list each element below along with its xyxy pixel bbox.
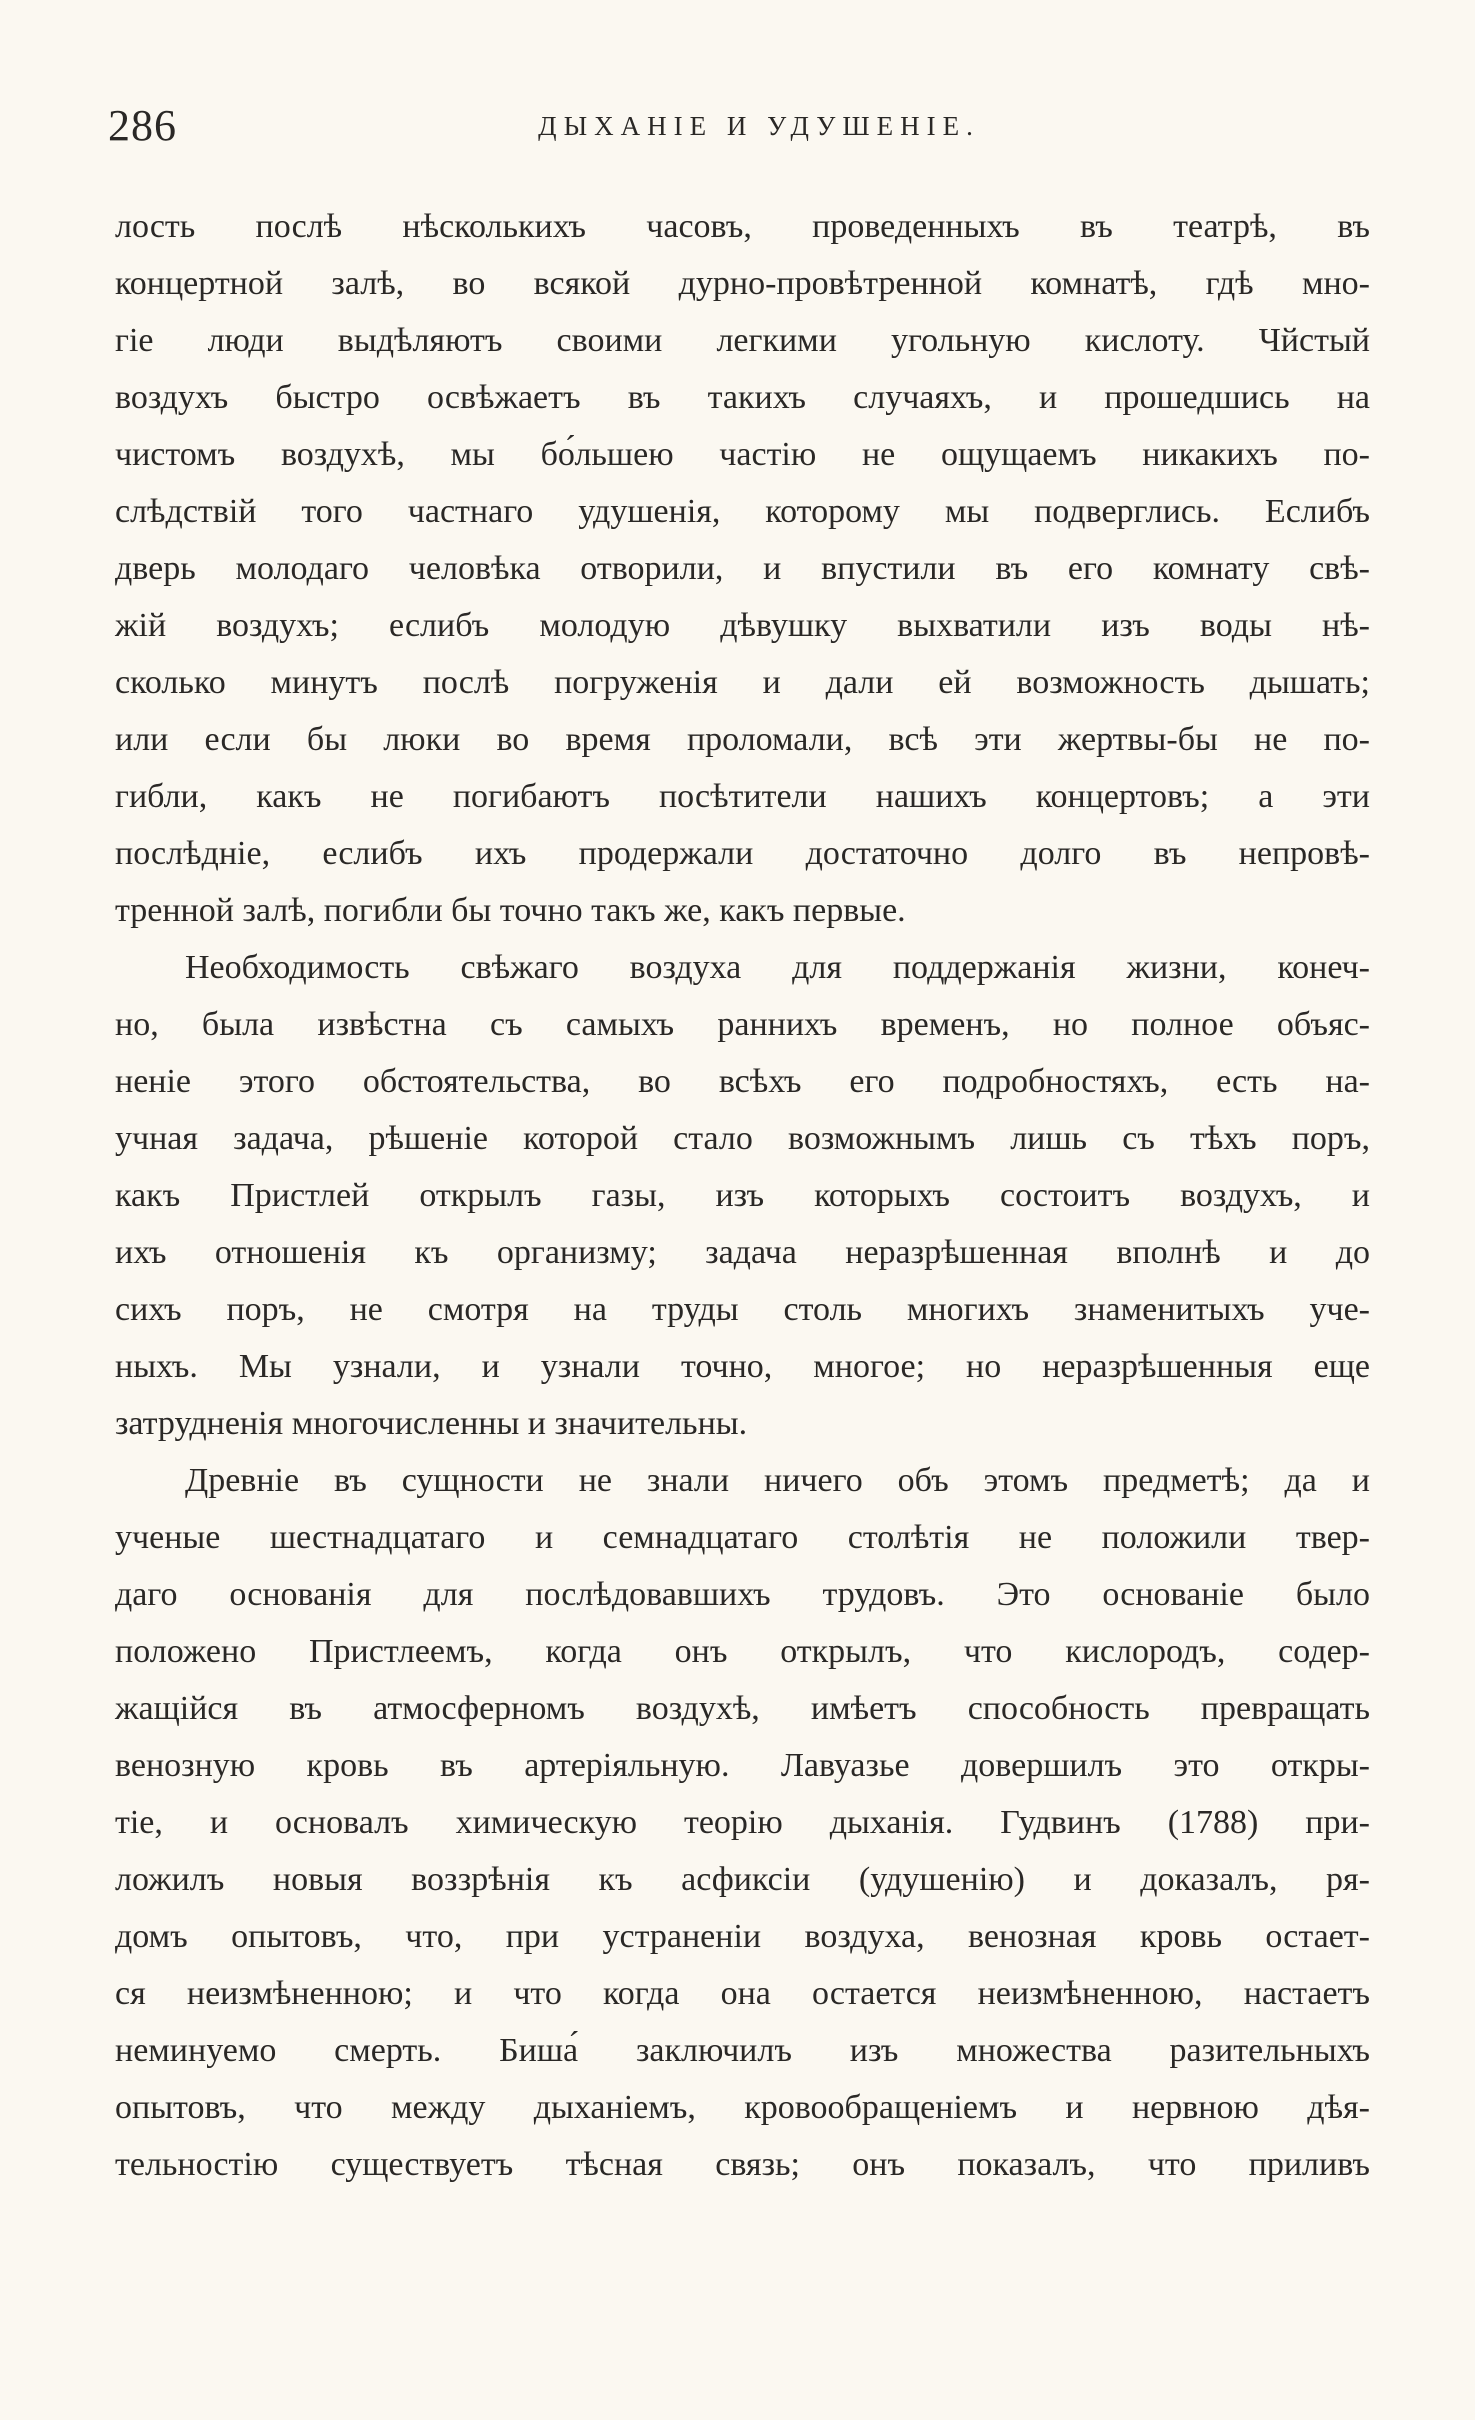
- text-line: послѣдніе, еслибъ ихъ продержали достаточно долго въ непровѣ-: [115, 835, 1370, 872]
- text-line: слѣдствій того частнаго удушенія, которому мы подверглись. Еслибъ: [115, 493, 1370, 530]
- text-line: положено Пристлеемъ, когда онъ открылъ, что кислородъ, содер-: [115, 1633, 1370, 1670]
- text-line: дверь молодаго человѣка отворили, и впустили въ его комнату свѣ-: [115, 550, 1370, 587]
- text-line: но, была извѣстна съ самыхъ раннихъ временъ, но полное объяс-: [115, 1006, 1370, 1043]
- text-line: какъ Пристлей открылъ газы, изъ которыхъ состоитъ воздухъ, и: [115, 1177, 1370, 1214]
- text-line: жащійся въ атмосферномъ воздухѣ, имѣетъ способность превращать: [115, 1690, 1370, 1727]
- page-number: 286: [108, 101, 177, 150]
- text-line: сколько минутъ послѣ погруженія и дали ей возможность дышать;: [115, 664, 1370, 701]
- text-line: домъ опытовъ, что, при устраненіи воздуха, венозная кровь остает-: [115, 1918, 1370, 1955]
- text-line: тельностію существуетъ тѣсная связь; онъ показалъ, что приливъ: [115, 2146, 1370, 2183]
- text-line: Древніе въ сущности не знали ничего объ этомъ предметѣ; да и: [185, 1462, 1370, 1499]
- text-line: ихъ отношенія къ организму; задача неразрѣшенная вполнѣ и до: [115, 1234, 1370, 1271]
- text-line: затрудненія многочисленны и значительны.: [115, 1405, 748, 1442]
- text-line: ся неизмѣненною; и что когда она остается неизмѣненною, настаетъ: [115, 1975, 1370, 2012]
- text-line: чистомъ воздухѣ, мы бо́льшею частію не ощущаемъ никакихъ по-: [115, 436, 1370, 473]
- text-line: лость послѣ нѣсколькихъ часовъ, проведенныхъ въ театрѣ, въ: [115, 208, 1370, 245]
- text-line: гибли, какъ не погибаютъ посѣтители нашихъ концертовъ; а эти: [115, 778, 1370, 815]
- running-title: ДЫХАНІЕ И УДУШЕНІЕ.: [538, 111, 980, 141]
- text-line: тренной залѣ, погибли бы точно такъ же, какъ первые.: [115, 892, 906, 929]
- text-line: даго основанія для послѣдовавшихъ трудовъ. Это основаніе было: [115, 1576, 1370, 1613]
- text-line: жій воздухъ; еслибъ молодую дѣвушку выхватили изъ воды нѣ-: [115, 607, 1370, 644]
- page-header: [108, 96, 1370, 156]
- text-line: учная задача, рѣшеніе которой стало возможнымъ лишь съ тѣхъ поръ,: [115, 1120, 1370, 1157]
- text-line: ныхъ. Мы узнали, и узнали точно, многое; но неразрѣшенныя еще: [115, 1348, 1370, 1385]
- text-line: концертной залѣ, во всякой дурно-провѣтренной комнатѣ, гдѣ мно-: [115, 265, 1370, 302]
- text-line: неминуемо смерть. Биша́ заключилъ изъ множества разительныхъ: [115, 2032, 1370, 2069]
- text-line: неніе этого обстоятельства, во всѣхъ его подробностяхъ, есть на-: [115, 1063, 1370, 1100]
- text-line: сихъ поръ, не смотря на труды столь многихъ знаменитыхъ уче-: [115, 1291, 1370, 1328]
- text-line: или если бы люки во время проломали, всѣ эти жертвы-бы не по-: [115, 721, 1370, 758]
- text-line: ложилъ новыя воззрѣнія къ асфиксіи (удушенію) и доказалъ, ря-: [115, 1861, 1370, 1898]
- text-line: опытовъ, что между дыханіемъ, кровообращеніемъ и нервною дѣя-: [115, 2089, 1370, 2126]
- text-line: гіе люди выдѣляютъ своими легкими угольную кислоту. Чйстый: [115, 322, 1370, 359]
- text-line: ученые шестнадцатаго и семнадцатаго столѣтія не положили твер-: [115, 1519, 1370, 1556]
- text-line: Необходимость свѣжаго воздуха для поддержанія жизни, конеч-: [185, 949, 1370, 986]
- body-text: [115, 198, 1370, 2193]
- text-line: воздухъ быстро освѣжаетъ въ такихъ случаяхъ, и прошедшись на: [115, 379, 1370, 416]
- text-line: тіе, и основалъ химическую теорію дыханія. Гудвинъ (1788) при-: [115, 1804, 1370, 1841]
- text-line: венозную кровь въ артеріяльную. Лавуазье довершилъ это откры-: [115, 1747, 1370, 1784]
